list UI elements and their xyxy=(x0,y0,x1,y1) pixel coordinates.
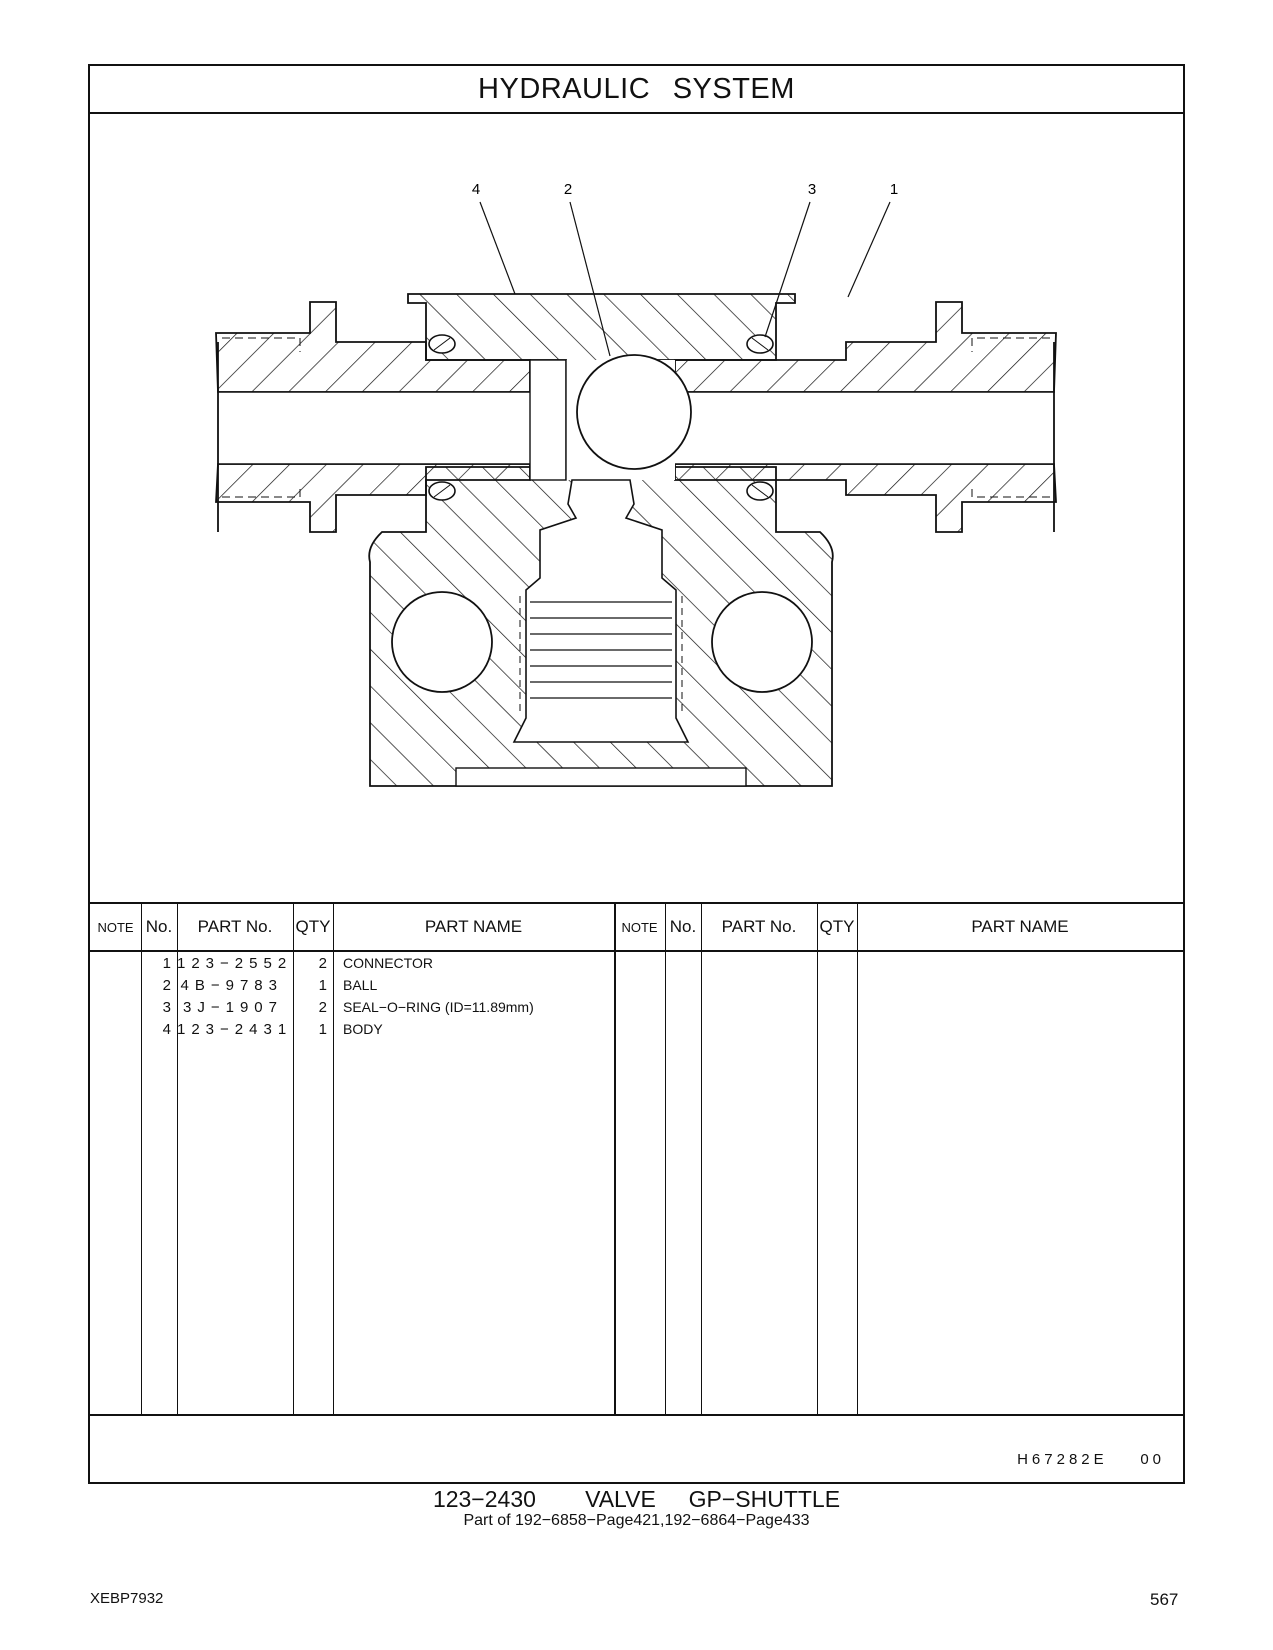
row-part-no: 4B−9783 xyxy=(180,977,283,994)
row-part-name: SEAL−O−RING (ID=11.89mm) xyxy=(343,999,534,1015)
page-number: 567 xyxy=(1150,1590,1179,1609)
col-header-note: NOTE xyxy=(621,919,658,935)
col-header-qty: QTY xyxy=(819,917,855,936)
row-part-no: 123−2552 xyxy=(177,955,293,972)
part-of-reference: Part of 192−6858−Page421,192−6864−Page433 xyxy=(463,1512,810,1529)
col-header-no: No. xyxy=(145,917,173,936)
drawing-code: H67282E 00 xyxy=(1017,1451,1165,1468)
col-header-note: NOTE xyxy=(97,919,134,935)
callout-label: 2 xyxy=(563,181,573,198)
section-title: HYDRAULIC SYSTEM xyxy=(90,66,1183,114)
row-no: 3 xyxy=(162,999,171,1016)
col-header-qty: QTY xyxy=(295,917,331,936)
col-header-part-name: PART NAME xyxy=(971,917,1069,936)
callout-label: 1 xyxy=(889,181,899,198)
ball-part xyxy=(577,355,691,469)
row-qty: 1 xyxy=(318,1021,327,1038)
valve-cross-section-illustration xyxy=(90,112,1183,902)
row-part-no: 3J−1907 xyxy=(183,999,283,1016)
col-header-part-no: PART No. xyxy=(197,917,273,936)
group-title: 123−2430 VALVE GP−SHUTTLE xyxy=(432,1486,841,1512)
callout-label: 3 xyxy=(807,181,817,198)
document-id: XEBP7932 xyxy=(90,1590,164,1607)
row-part-no: 123−2431 xyxy=(177,1021,293,1038)
row-qty: 2 xyxy=(318,955,327,972)
row-part-name: BODY xyxy=(343,1021,383,1037)
row-no: 1 xyxy=(162,955,171,972)
col-header-part-name: PART NAME xyxy=(424,917,523,936)
col-header-part-no: PART No. xyxy=(721,917,797,936)
callout-label: 4 xyxy=(471,181,481,198)
parts-page-frame xyxy=(88,64,1185,1484)
parts-table xyxy=(90,902,1183,1416)
row-no: 2 xyxy=(162,977,171,994)
cross-section-drawing xyxy=(90,112,1183,902)
row-qty: 2 xyxy=(318,999,327,1016)
row-qty: 1 xyxy=(318,977,327,994)
col-header-no: No. xyxy=(669,917,697,936)
row-part-name: CONNECTOR xyxy=(343,955,433,971)
drawing-footer xyxy=(90,1412,1183,1482)
row-no: 4 xyxy=(162,1021,171,1038)
row-part-name: BALL xyxy=(343,977,378,993)
